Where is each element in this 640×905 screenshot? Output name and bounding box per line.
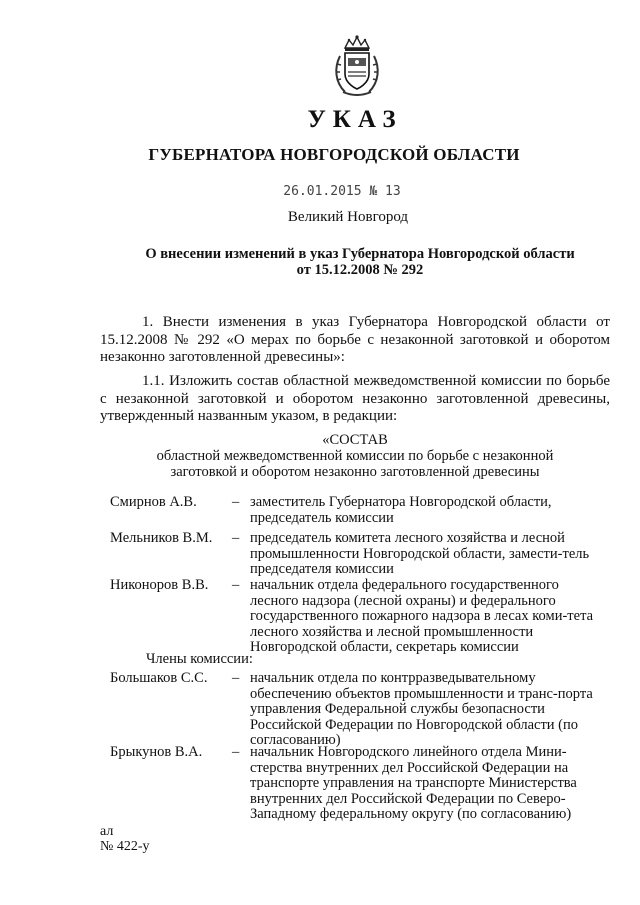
member-name: Смирнов А.В. [110,494,197,510]
coat-of-arms-emblem [331,34,383,98]
member-dash: – [232,494,240,510]
composition-line-3: заготовкой и оборотом незаконно заготовленной древесины [170,464,540,480]
subject-line-2: от 15.12.2008 № 292 [296,262,424,278]
date-number-stamp: 26.01.2015 № 13 [283,184,401,199]
footer-code [100,824,150,854]
member-role: заместитель Губернатора Новгородской области, председатель комиссии [250,494,552,526]
member-dash: – [232,744,240,760]
composition-heading [120,432,590,480]
member-role: начальник Новгородского линейного отдела Мини-стерства внутренних дел Российской Федерации на транспорте управления на транспорте Министерства внутренних дел Российской Федерации по Северо-Западному федеральному округу (по согласованию) [250,744,577,822]
member-role: начальник отдела федерального государственного лесного надзора (лесной охраны) и федерального государственного пожарного надзора в лесах коми-тета лесного хозяйства и лесной промышленности Новгородской области, секретарь комиссии [250,577,594,655]
member-dash: – [232,670,240,686]
member-role: начальник отдела по контрразведывательному обеспечению объектов промышленности и транс-порта управления Федеральной службы безопасности Российской Федерации по Новгородской области (по согласованию) [250,670,593,748]
member-dash: – [232,577,240,593]
member-name: Никоноров В.В. [110,577,209,593]
footer-number: № 422-у [100,839,150,854]
subject-heading [120,246,600,278]
footer-initials: ал [100,824,114,839]
document-title: УКАЗ [307,106,403,133]
member-name: Большаков С.С. [110,670,208,686]
paragraph-1: 1. Внести изменения в указ Губернатора Новгородской области от 15.12.2008 № 292 «О мерах по борьбе с незаконной заготовкой и оборотом незаконно заготовленной древесины»: [100,314,610,365]
member-dash: – [232,530,240,546]
member-name: Брыкунов В.А. [110,744,203,760]
issuer-title: ГУБЕРНАТОРА НОВГОРОДСКОЙ ОБЛАСТИ [148,145,520,164]
city: Великий Новгород [287,209,409,225]
subject-line-1: О внесении изменений в указ Губернатора Новгородской области [145,246,575,262]
paragraph-1-1: 1.1. Изложить состав областной межведомственной комиссии по борьбе с незаконной заготовкой и оборотом незаконно заготовленной древесины, утвержденный названным указом, в редакции: [100,373,610,424]
member-name: Мельников В.М. [110,530,213,546]
member-role: председатель комитета лесного хозяйства и лесной промышленности Новгородской области, замести-тель председателя комиссии [250,530,590,577]
composition-line-2: областной межведомственной комиссии по борьбе с незаконной [156,448,554,464]
members-subheading: Члены комиссии: [146,651,253,667]
composition-line-1: «СОСТАВ [322,432,388,448]
